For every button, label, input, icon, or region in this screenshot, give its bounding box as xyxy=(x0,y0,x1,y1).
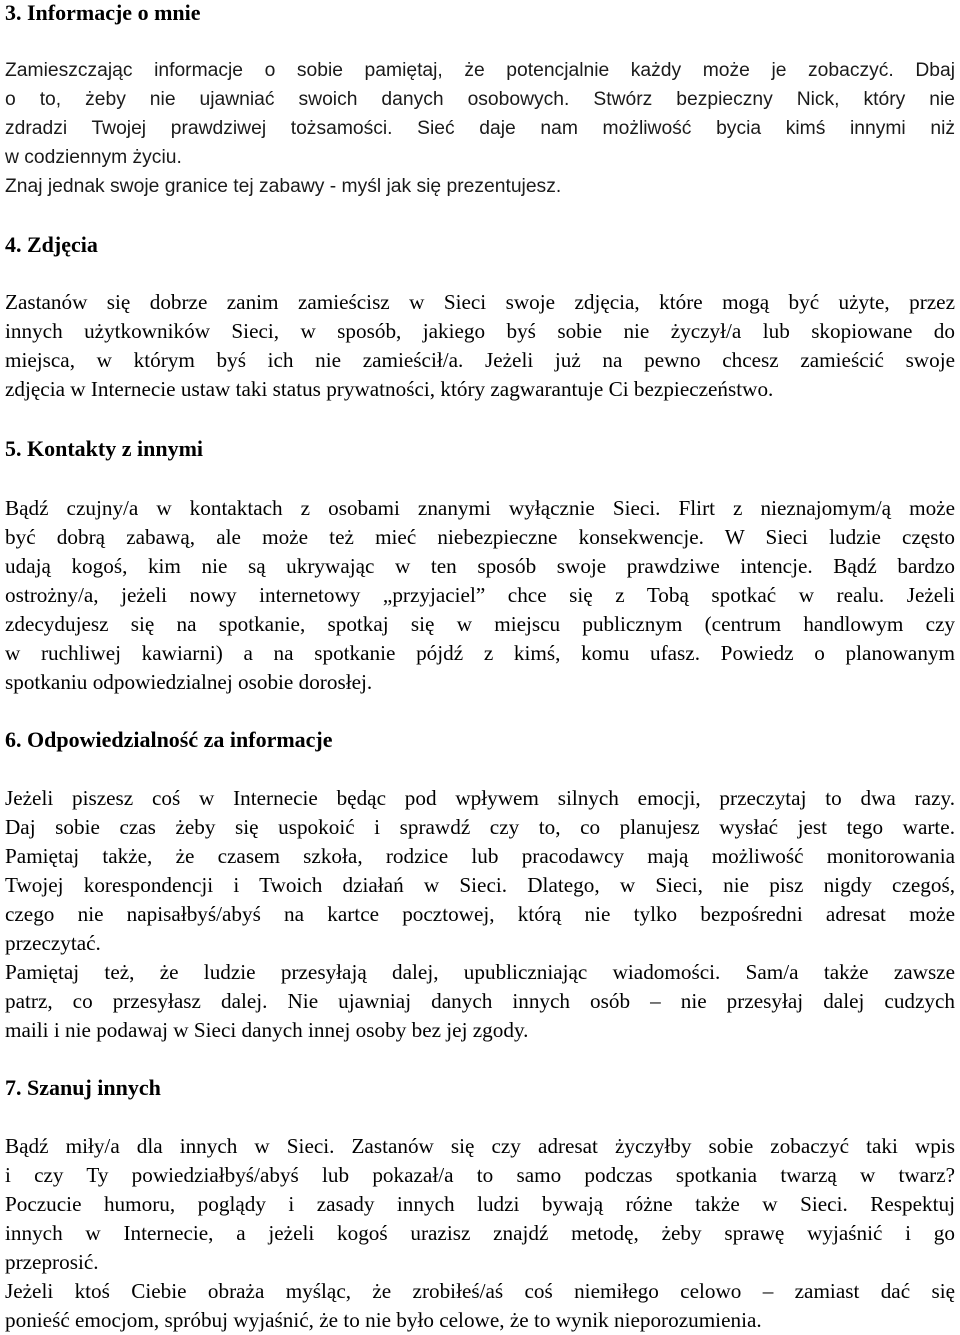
paragraph-line: czego nie napisałbyś/abyś na kartce pocztowej, którą nie tylko bezpośredni adresat może xyxy=(5,902,955,926)
paragraph-line: przeczytać. xyxy=(5,931,101,955)
paragraph-line: ponieść emocjom, spróbuj wyjaśnić, że to nie było celowe, że to wynik nieporozumienia. xyxy=(5,1308,762,1332)
section-5-heading: 5. Kontakty z innymi xyxy=(5,436,204,461)
section-7-paragraph-2 xyxy=(5,1277,955,1335)
paragraph-line: Twojej korespondencji i Twoich działań w Sieci. Dlatego, w Sieci, nie pisz nigdy czegoś, xyxy=(5,873,955,897)
section-6-paragraph-1 xyxy=(5,784,955,958)
paragraph-line: Bądź miły/a dla innych w Sieci. Zastanów się czy adresat życzyłby sobie zobaczyć taki wpis xyxy=(5,1134,955,1158)
paragraph-line: zdjęcia w Internecie ustaw taki status prywatności, który zagwarantuje Ci bezpieczeństwo. xyxy=(5,377,774,401)
section-5-paragraph xyxy=(5,494,955,697)
paragraph-line: maili i nie podawaj w Sieci danych innej osoby bez jej zgody. xyxy=(5,1018,529,1042)
section-6-paragraph-2 xyxy=(5,958,955,1045)
paragraph-line: Zamieszczając informacje o sobie pamiętaj, że potencjalnie każdy może je zobaczyć. Dbaj xyxy=(5,60,955,81)
paragraph-line: być dobrą zabawą, ale może też mieć niebezpieczne konsekwencje. W Sieci ludzie często xyxy=(5,525,955,549)
section-7-heading: 7. Szanuj innych xyxy=(5,1075,161,1100)
paragraph-line: Znaj jednak swoje granice tej zabawy - myśl jak się prezentujesz. xyxy=(5,176,562,197)
paragraph-line: miejsca, w którym byś ich nie zamieścił/a. Jeżeli już na pewno chcesz zamieścić swoje xyxy=(5,348,955,372)
paragraph-line: Pamiętaj też, że ludzie przesyłają dalej, upubliczniając wiadomości. Sam/a także zawsze xyxy=(5,960,955,984)
paragraph-line: w codziennym życiu. xyxy=(5,147,182,168)
paragraph-line: innych w Internecie, a jeżeli kogoś urazisz znajdź metodę, żeby sprawę wyjaśnić i go xyxy=(5,1221,955,1245)
paragraph-line: Daj sobie czas żeby się uspokoić i sprawdź czy to, co planujesz wysłać jest tego warte. xyxy=(5,815,955,839)
section-4-heading: 4. Zdjęcia xyxy=(5,232,98,257)
paragraph-line: zdecydujesz się na spotkanie, spotkaj się w miejscu publicznym (centrum handlowym czy xyxy=(5,612,955,636)
paragraph-line: Jeżeli ktoś Ciebie obraża myśląc, że zrobiłeś/aś coś niemiłego celowo – zamiast dać się xyxy=(5,1279,955,1303)
section-7-paragraph-1 xyxy=(5,1132,955,1277)
paragraph-line: Zastanów się dobrze zanim zamieścisz w Sieci swoje zdjęcia, które mogą być użyte, przez xyxy=(5,290,955,314)
paragraph-line: i czy Ty powiedziałbyś/abyś lub pokazał/a to samo podczas spotkania twarzą w twarz? xyxy=(5,1163,955,1187)
paragraph-line: Bądź czujny/a w kontaktach z osobami znanymi wyłącznie Sieci. Flirt z nieznajomym/ą może xyxy=(5,496,955,520)
paragraph-line: przeprosić. xyxy=(5,1250,99,1274)
paragraph-line: zdradzi Twojej prawdziwej tożsamości. Sieć daje nam możliwość bycia kimś innymi niż xyxy=(5,118,955,139)
paragraph-line: Jeżeli piszesz coś w Internecie będąc pod wpływem silnych emocji, przeczytaj to dwa razy. xyxy=(5,786,955,810)
section-3-paragraph xyxy=(5,56,955,201)
paragraph-line: udają kogoś, kim nie są ukrywając w ten sposób swoje prawdziwe intencje. Bądź bardzo xyxy=(5,554,955,578)
paragraph-line: innych użytkowników Sieci, w sposób, jakiego byś sobie nie życzył/a lub skopiowane do xyxy=(5,319,955,343)
section-3-heading: 3. Informacje o mnie xyxy=(5,0,201,25)
section-6-heading: 6. Odpowiedzialność za informacje xyxy=(5,727,333,752)
paragraph-line: patrz, co przesyłasz dalej. Nie ujawniaj danych innych osób – nie przesyłaj dalej cudzych xyxy=(5,989,955,1013)
paragraph-line: Poczucie humoru, poglądy i zasady innych ludzi bywają różne także w Sieci. Respektuj xyxy=(5,1192,955,1216)
paragraph-line: w ruchliwej kawiarni) a na spotkanie pójdź z kimś, komu ufasz. Powiedz o planowanym xyxy=(5,641,955,665)
paragraph-line: o to, żeby nie ujawniać swoich danych osobowych. Stwórz bezpieczny Nick, który nie xyxy=(5,89,955,110)
paragraph-line: ostrożny/a, jeżeli nowy internetowy „przyjaciel” chce się z Tobą spotkać w realu. Jeżeli xyxy=(5,583,955,607)
paragraph-line: Pamiętaj także, że czasem szkoła, rodzice lub pracodawcy mają możliwość monitorowania xyxy=(5,844,955,868)
paragraph-line: spotkaniu odpowiedzialnej osobie dorosłej. xyxy=(5,670,373,694)
section-4-paragraph xyxy=(5,288,955,404)
